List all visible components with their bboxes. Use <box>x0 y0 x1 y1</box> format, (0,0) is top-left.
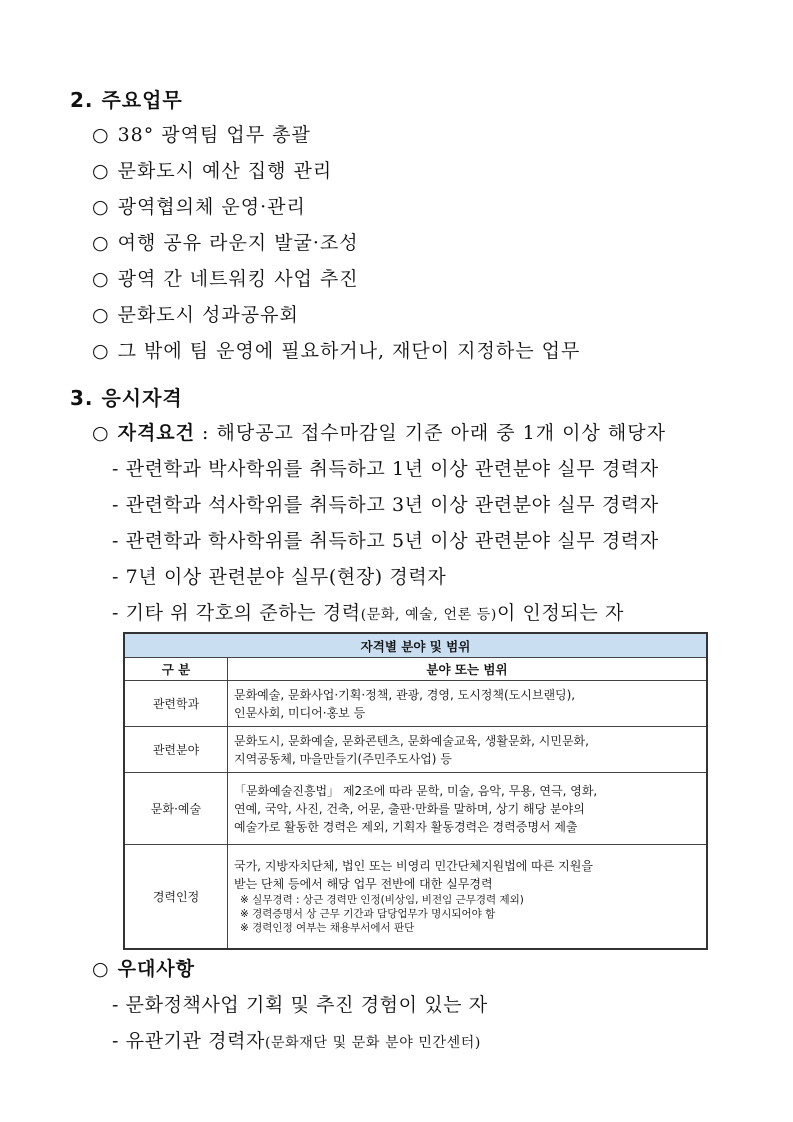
row-category: 관련분야 <box>124 727 228 773</box>
duty-item: ○ 여행 공유 라운지 발굴·조성 <box>92 232 359 254</box>
row-scope: 「문화예술진흥법」 제2조에 따라 문학, 미술, 음악, 무용, 연극, 영화, 연예, 국악, 사진, 건축, 어문, 출판·만화를 말하며, 상기 해당 분야의 예술가로 활동한 경력은 제외, 기획자 활동경력은 경력증명서 제출 <box>228 773 708 845</box>
section-3-title: 3. 응시자격 <box>70 386 183 410</box>
row-category: 경력인정 <box>124 845 228 949</box>
section-2-title: 2. 주요업무 <box>70 88 183 112</box>
table-note: ※ 경력인정 여부는 채용부서에서 판단 <box>240 922 415 935</box>
row-scope: 문화예술, 문화사업·기획·정책, 관광, 경영, 도시정책(도시브랜딩), 인문사회, 미디어·홍보 등 <box>228 681 708 727</box>
table-row <box>124 681 707 727</box>
table-header-scope: 분야 또는 범위 <box>228 658 708 681</box>
duty-item: ○ 문화도시 예산 집행 관리 <box>92 160 333 182</box>
table-caption: 자격별 분야 및 범위 <box>124 633 707 658</box>
duty-item: ○ 그 밖에 팀 운영에 필요하거나, 재단이 지정하는 업무 <box>92 340 581 362</box>
row-scope: 문화도시, 문화예술, 문화콘텐츠, 문화예술교육, 생활문화, 시민문화, 지역공동체, 마을만들기(주민주도사업) 등 <box>228 727 708 773</box>
requirement-item: - 기타 위 각호의 준하는 경력(문화, 예술, 언론 등)이 인정되는 자 <box>112 602 624 624</box>
requirement-item: - 관련학과 박사학위를 취득하고 1년 이상 관련분야 실무 경력자 <box>112 458 659 480</box>
requirement-item: - 7년 이상 관련분야 실무(현장) 경력자 <box>112 566 447 588</box>
table-row <box>124 845 707 949</box>
table-note: ※ 경력증명서 상 근무 기간과 담당업무가 명시되어야 함 <box>240 908 496 921</box>
requirement-item: - 관련학과 석사학위를 취득하고 3년 이상 관련분야 실무 경력자 <box>112 494 659 516</box>
duty-item: ○ 광역협의체 운영·관리 <box>92 196 306 218</box>
preference-item: - 유관기관 경력자(문화재단 및 문화 분야 민간센터) <box>112 1030 481 1052</box>
preference-heading: ○ 우대사항 <box>92 958 196 980</box>
duty-item: ○ 광역 간 네트워킹 사업 추진 <box>92 268 359 290</box>
table-row <box>124 727 707 773</box>
row-category: 관련학과 <box>124 681 228 727</box>
row-scope: 국가, 지방자치단체, 법인 또는 비영리 민간단체지원법에 따른 지원을 받는 단체 등에서 해당 업무 전반에 대한 실무경력 ※ 실무경력 : 상근 경력만 인정(비상임, 비전임 근무경력 제외) ※ 경력증명서 상 근무 기간과 담당업무가 명시되어야 함 ※ 경력인정 여부는 채용부서에서 판단 <box>228 845 708 949</box>
duty-item: ○ 38° 광역팀 업무 총괄 <box>92 124 311 146</box>
table-row <box>124 773 707 845</box>
preference-item: - 문화정책사업 기획 및 추진 경험이 있는 자 <box>112 994 488 1016</box>
requirements-heading: ○ 자격요건 : 해당공고 접수마감일 기준 아래 중 1개 이상 해당자 <box>92 422 666 444</box>
requirement-item: - 관련학과 학사학위를 취득하고 5년 이상 관련분야 실무 경력자 <box>112 530 659 552</box>
table-note: ※ 실무경력 : 상근 경력만 인정(비상임, 비전임 근무경력 제외) <box>240 894 524 907</box>
table-header-category: 구 분 <box>124 658 228 681</box>
qualification-table <box>123 632 708 950</box>
duty-item: ○ 문화도시 성과공유회 <box>92 304 299 326</box>
row-category: 문화·예술 <box>124 773 228 845</box>
